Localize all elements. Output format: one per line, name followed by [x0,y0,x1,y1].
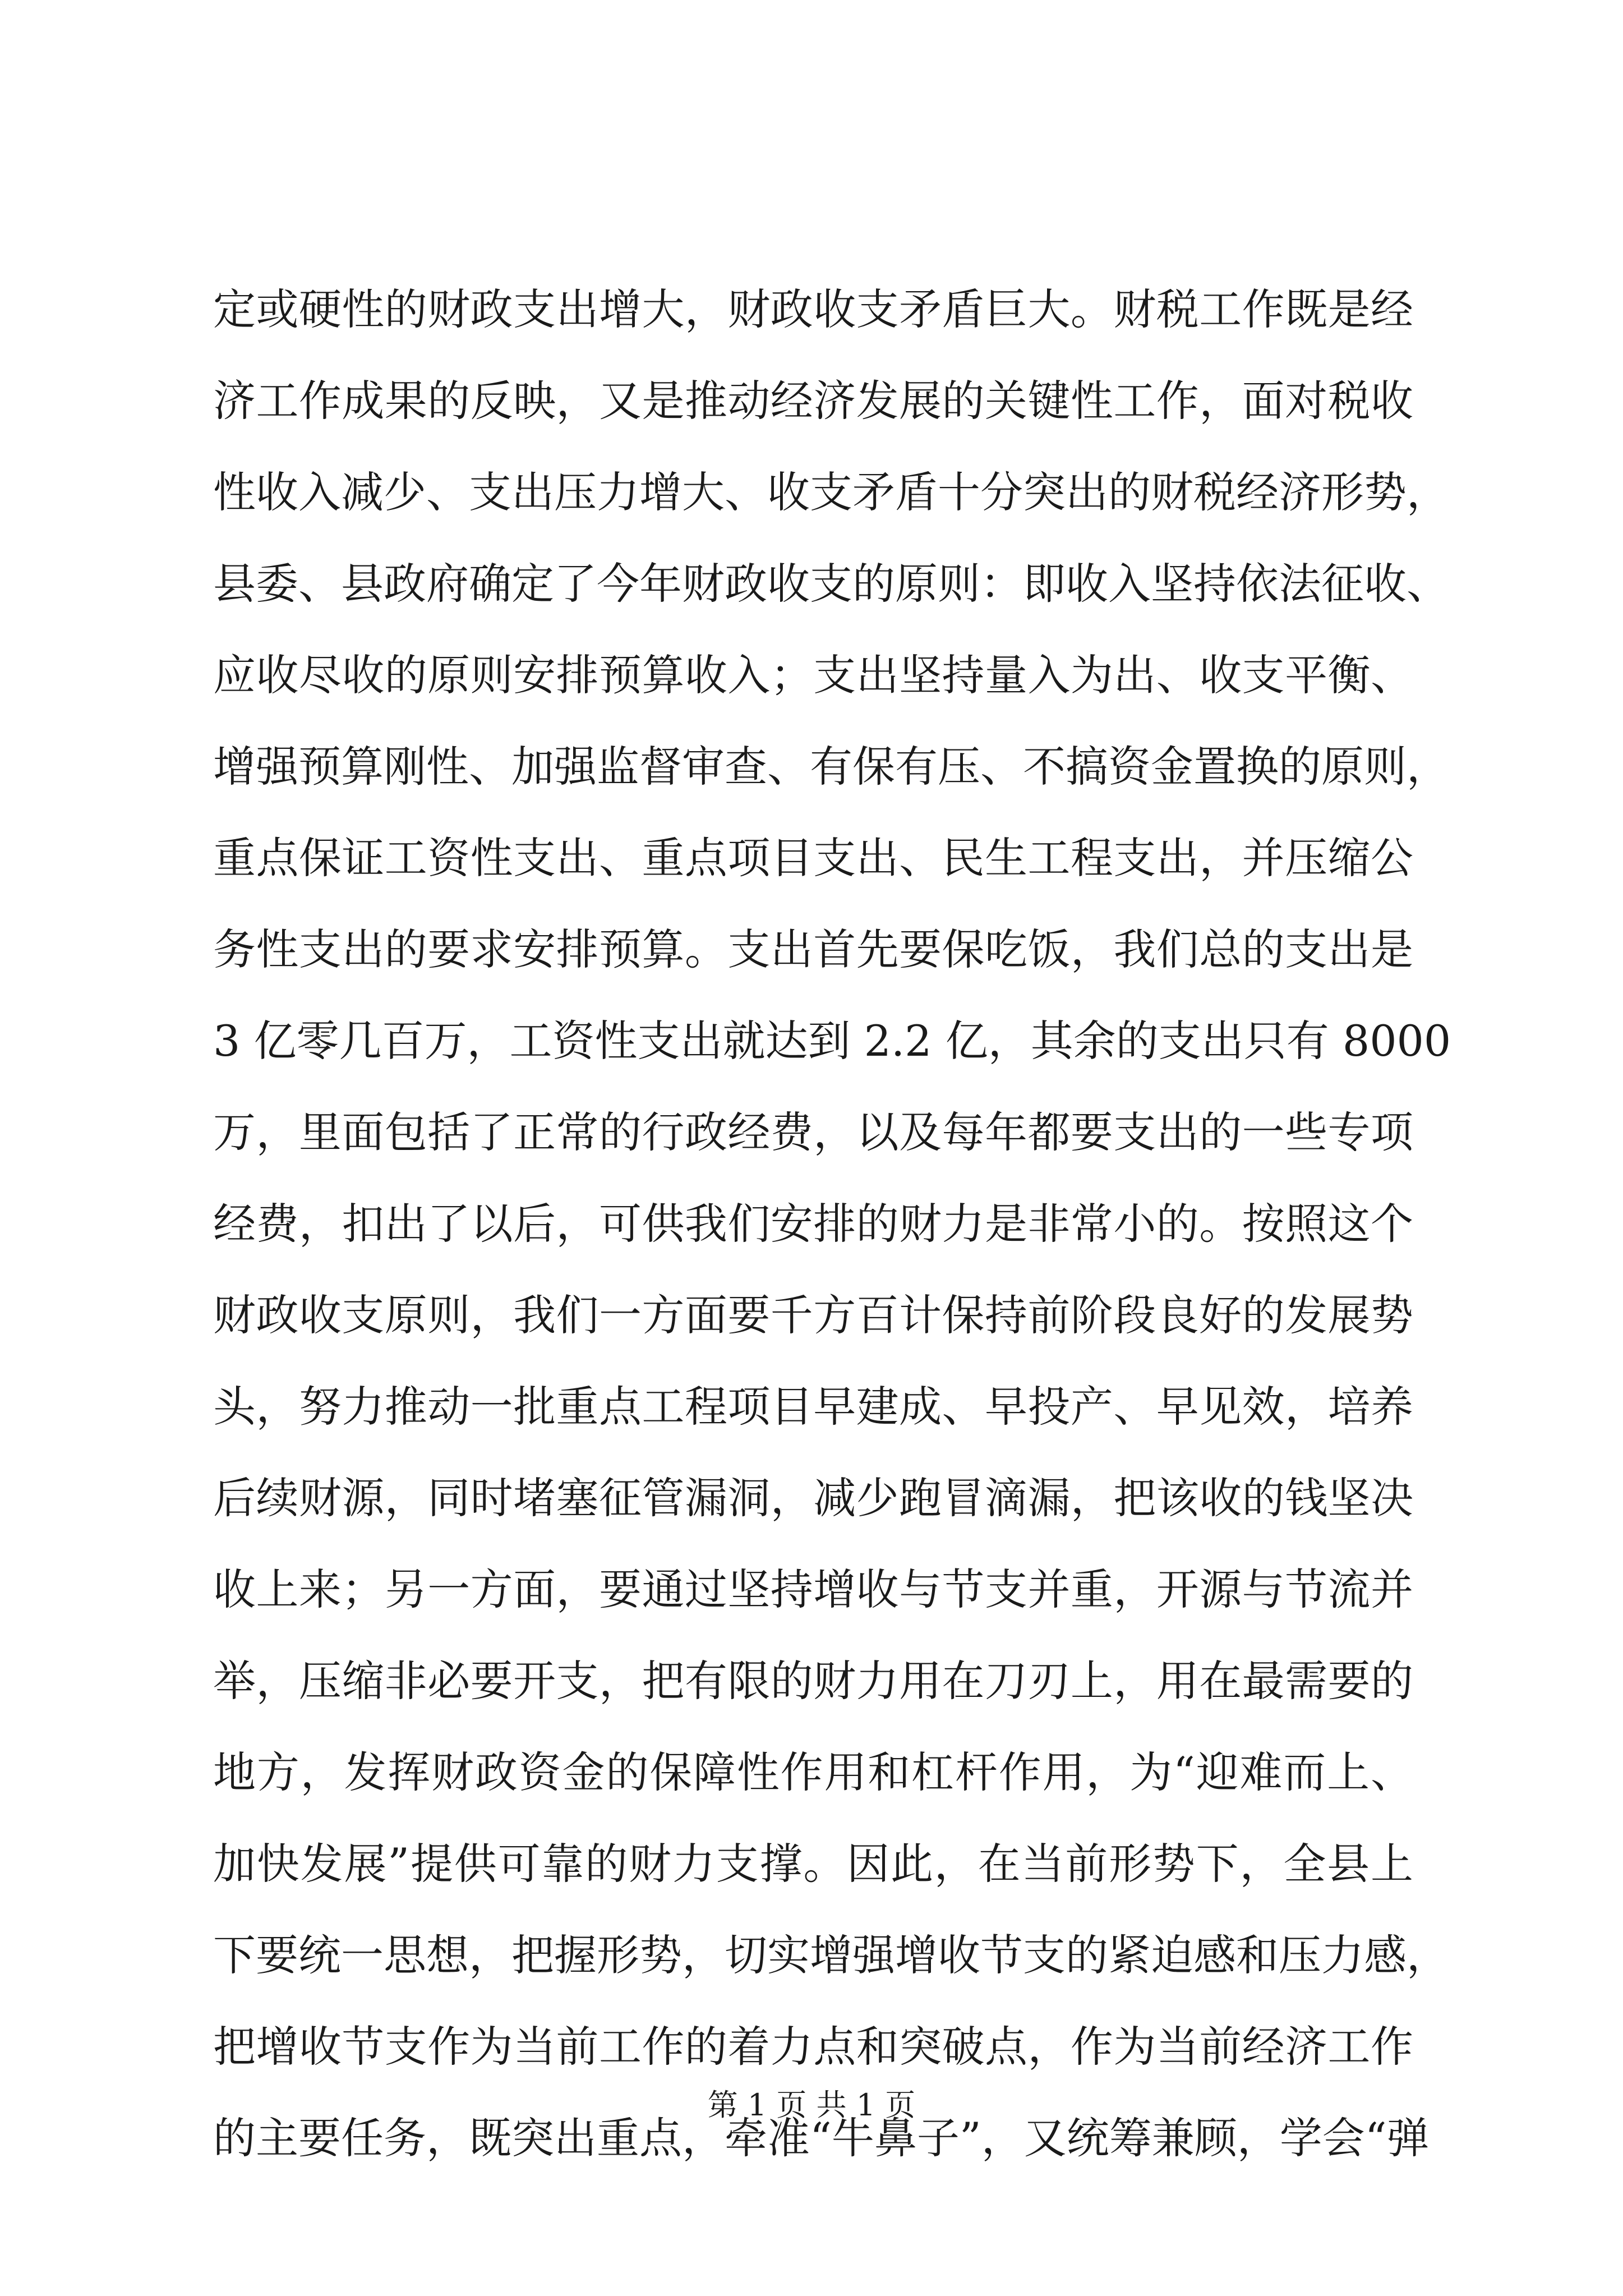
body-text [213,264,1451,2184]
text-line: 经费，扣出了以后，可供我们安排的财力是非常小的。按照这个 [213,1199,1413,1249]
text-line: 万，里面包括了正常的行政经费，以及每年都要支出的一些专项 [213,1107,1413,1157]
text-line: 财政收支原则，我们一方面要千方百计保持前阶段良好的发展势 [213,1290,1413,1340]
text-line: 举，压缩非必要开支，把有限的财力用在刀刃上，用在最需要的 [213,1656,1413,1706]
text-line: 济工作成果的反映，又是推动经济发展的关键性工作，面对税收 [213,376,1413,426]
text-line: 定或硬性的财政支出增大，财政收支矛盾巨大。财税工作既是经 [213,284,1413,334]
text-line: 下要统一思想，把握形势，切实增强增收节支的紧迫感和压力感， [213,1930,1449,1980]
text-line: 收上来；另一方面，要通过坚持增收与节支并重，开源与节流并 [213,1565,1413,1614]
text-line: 地方，发挥财政资金的保障性作用和杠杆作用，为“迎难而上、 [213,1747,1413,1797]
text-line: 县委、县政府确定了今年财政收支的原则：即收入坚持依法征收、 [213,559,1449,609]
text-line: 务性支出的要求安排预算。支出首先要保吃饭，我们总的支出是 [213,924,1413,974]
text-line: 的主要任务，既突出重点，牵准“牛鼻子”，又统筹兼顾，学会“弹 [213,2113,1430,2163]
text-line: 把增收节支作为当前工作的着力点和突破点，作为当前经济工作 [213,2022,1413,2072]
text-line: 头，努力推动一批重点工程项目早建成、早投产、早见效，培养 [213,1382,1413,1432]
text-line: 性收入减少、支出压力增大、收支矛盾十分突出的财税经济形势， [213,467,1449,517]
text-line: 3 亿零几百万，工资性支出就达到 2.2 亿，其余的支出只有 8000 [213,1016,1451,1066]
text-line: 增强预算刚性、加强监督审查、有保有压、不搞资金置换的原则， [213,742,1449,792]
text-line: 加快发展”提供可靠的财力支撑。因此，在当前形势下，全县上 [213,1839,1413,1889]
text-line: 后续财源，同时堵塞征管漏洞，减少跑冒滴漏，把该收的钱坚决 [213,1473,1413,1523]
text-line: 应收尽收的原则安排预算收入；支出坚持量入为出、收支平衡、 [213,650,1413,700]
page-footer: 第 1 页 共 1 页 [707,2087,916,2123]
text-line: 重点保证工资性支出、重点项目支出、民生工程支出，并压缩公 [213,833,1413,883]
